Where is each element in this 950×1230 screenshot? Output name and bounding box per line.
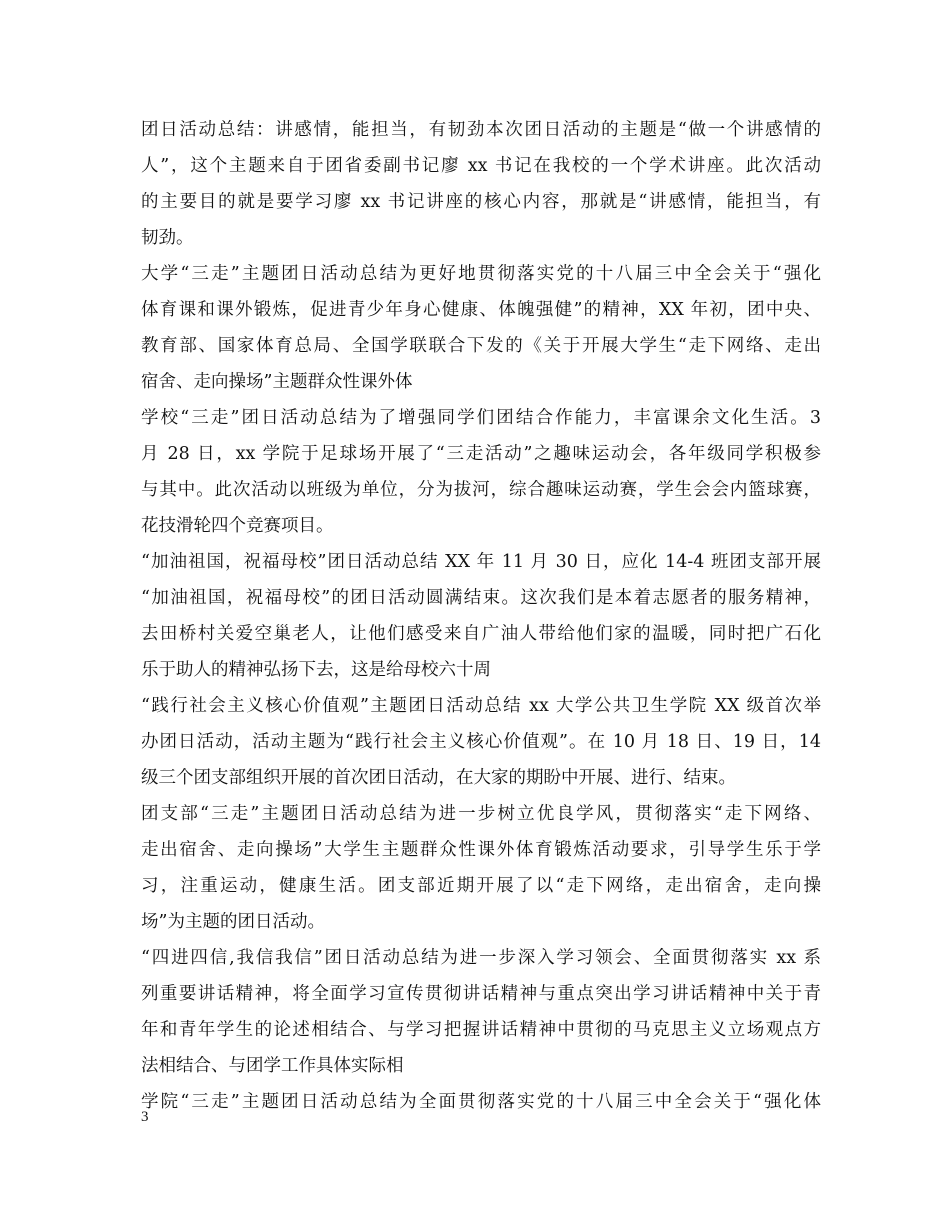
text-line: 乐于助人的精神弘扬下去，这是给母校六十周	[141, 660, 491, 680]
document-body	[141, 112, 821, 1120]
text-line: 学院“三走”主题团日活动总结为全面贯彻落实党的十八届三中全会关于“强化体	[141, 1092, 821, 1112]
text-line: 大学“三走”主题团日活动总结为更好地贯彻落实党的十八届三中全会关于“强化	[141, 264, 821, 284]
text-line: 韧劲。	[141, 228, 194, 248]
text-line: 人”，这个主题来自于团省委副书记廖 xx 书记在我校的一个学术讲座。此次活动	[141, 156, 821, 176]
text-line: 月 28 日，xx 学院于足球场开展了“三走活动”之趣味运动会，各年级同学积极参	[141, 444, 821, 464]
page-number: 3	[141, 1109, 149, 1125]
text-line: 级三个团支部组织开展的首次团日活动，在大家的期盼中开展、进行、结束。	[141, 768, 736, 788]
text-line: “践行社会主义核心价值观”主题团日活动总结 xx 大学公共卫生学院 XX 级首次举	[141, 696, 821, 716]
text-line: 教育部、国家体育总局、全国学联联合下发的《关于开展大学生“走下网络、走出	[141, 336, 821, 356]
text-line: “加油祖国，祝福母校”的团日活动圆满结束。这次我们是本着志愿者的服务精神，	[141, 588, 821, 608]
text-line: 团支部“三走”主题团日活动总结为进一步树立优良学风，贯彻落实“走下网络、	[141, 804, 821, 824]
text-line: 学校“三走”团日活动总结为了增强同学们团结合作能力，丰富课余文化生活。3	[141, 408, 821, 428]
text-line: 办团日活动，活动主题为“践行社会主义核心价值观”。在 10 月 18 日、19 日，14	[141, 732, 821, 752]
text-line: 场”为主题的团日活动。	[141, 912, 325, 932]
text-line: 花技滑轮四个竞赛项目。	[141, 516, 334, 536]
text-line: 法相结合、与团学工作具体实际相	[141, 1056, 404, 1076]
text-line: 列重要讲话精神，将全面学习宣传贯彻讲话精神与重点突出学习讲话精神中关于青	[141, 984, 821, 1004]
text-line: “四进四信,我信我信”团日活动总结为进一步深入学习领会、全面贯彻落实 xx 系	[141, 948, 821, 968]
text-line: 的主要目的就是要学习廖 xx 书记讲座的核心内容，那就是“讲感情，能担当，有	[141, 192, 821, 212]
text-line: 走出宿舍、走向操场”大学生主题群众性课外体育锻炼活动要求，引导学生乐于学	[141, 840, 821, 860]
text-line: 去田桥村关爱空巢老人，让他们感受来自广油人带给他们家的温暖，同时把广石化	[141, 624, 821, 644]
text-line: 与其中。此次活动以班级为单位，分为拔河，综合趣味运动赛，学生会会内篮球赛，	[141, 480, 821, 500]
text-line: 宿舍、走向操场”主题群众性课外体	[141, 372, 413, 392]
text-line: “加油祖国，祝福母校”团日活动总结 XX 年 11 月 30 日，应化 14-4 班团支部开展	[141, 552, 821, 572]
text-line: 习，注重运动，健康生活。团支部近期开展了以“走下网络，走出宿舍，走向操	[141, 876, 821, 896]
text-line: 体育课和课外锻炼，促进青少年身心健康、体魄强健”的精神，XX 年初，团中央、	[141, 300, 821, 320]
text-line: 年和青年学生的论述相结合、与学习把握讲话精神中贯彻的马克思主义立场观点方	[141, 1020, 821, 1040]
text-line: 团日活动总结：讲感情，能担当，有韧劲本次团日活动的主题是“做一个讲感情的	[141, 120, 821, 140]
